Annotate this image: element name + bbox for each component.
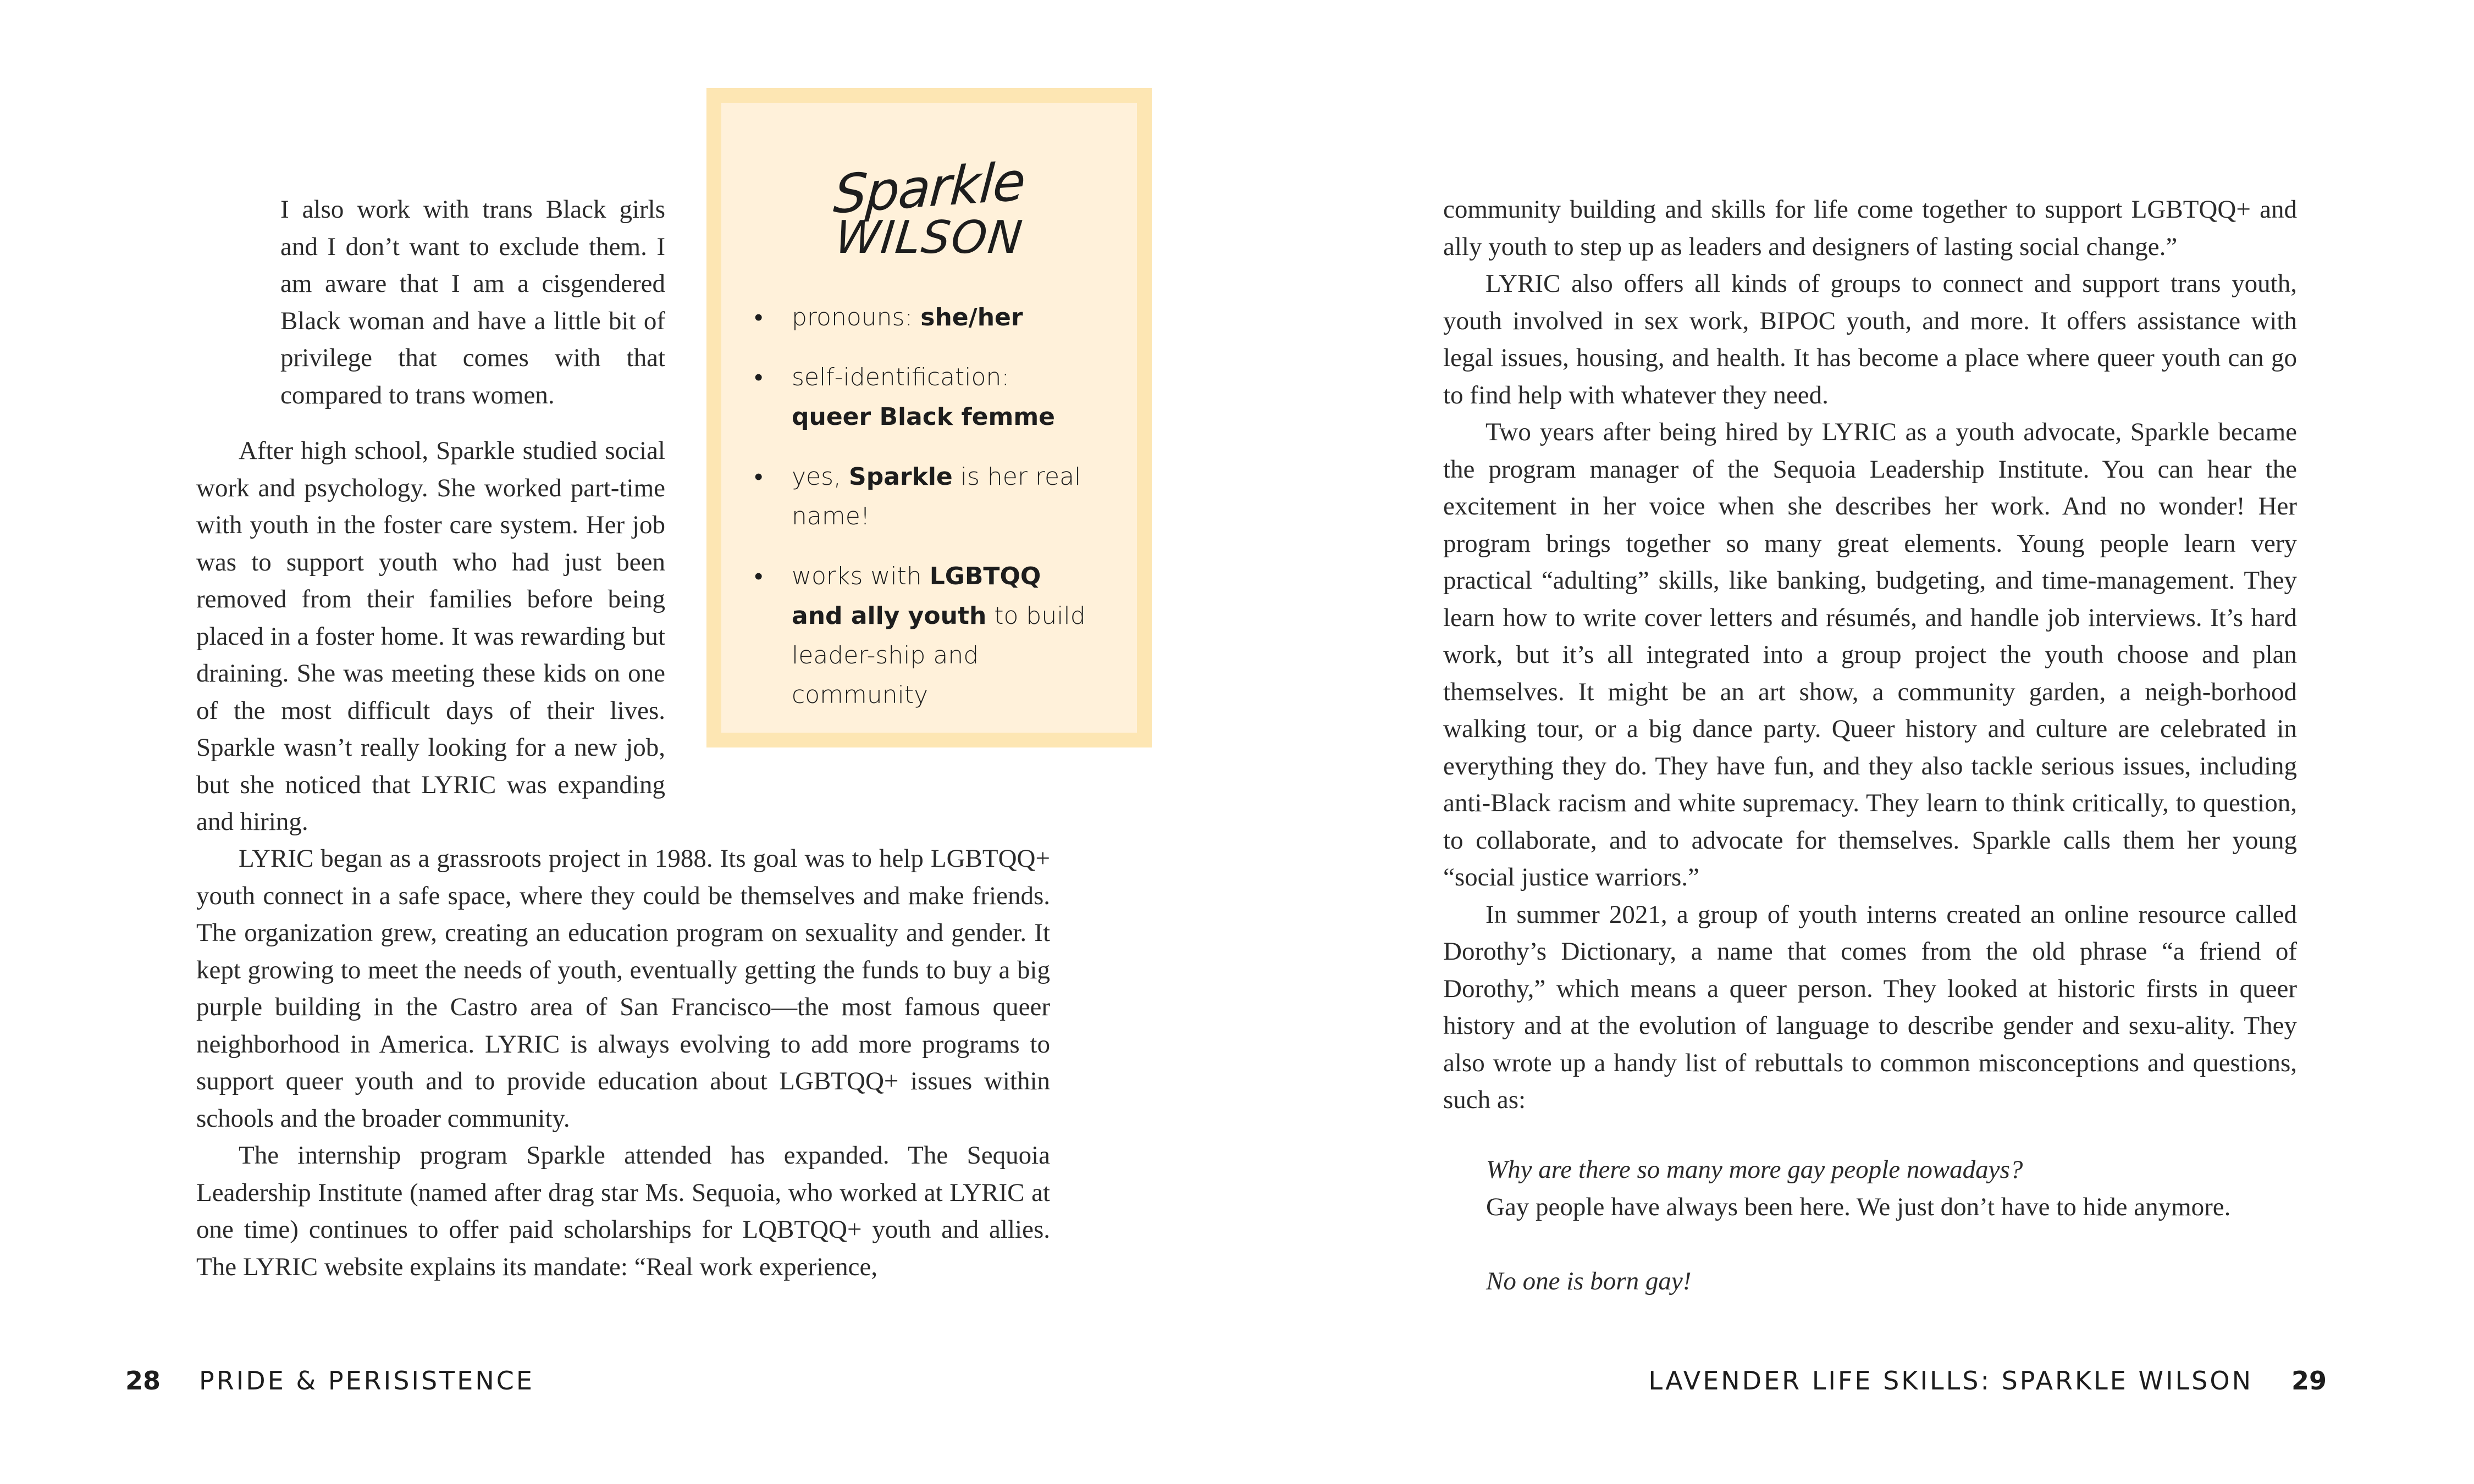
list-item-work (754, 557, 1095, 715)
bullet-icon: • (754, 363, 763, 391)
answer: Gay people have always been here. We just don’t have to hide anymore. (1486, 1192, 2231, 1221)
list-item-label: pronouns: (792, 303, 921, 331)
list-item-label: yes, (792, 463, 849, 491)
question: Why are there so many more gay people nowadays? (1486, 1155, 2023, 1184)
pull-quote (280, 191, 665, 414)
list-item-pronouns (754, 298, 1095, 337)
left-column-wide (196, 840, 1050, 1286)
list-item-label: self-identification: (792, 363, 1010, 391)
misconceptions-list (1486, 1151, 2300, 1300)
list-item-emphasis: Sparkle (849, 463, 953, 491)
right-page-footer (1649, 1366, 2327, 1396)
left-column-narrow (196, 433, 665, 841)
list-item-name (754, 457, 1095, 536)
question: No one is born gay! (1486, 1266, 1692, 1295)
bullet-icon: • (754, 562, 763, 590)
paragraph: LYRIC began as a grassroots project in 1988. Its goal was to help LGBTQQ+ youth connect in a safe space, where they could be themselves and make friends. The organization grew, creating an education program on sexuality and gender. It kept growing to meet the needs of youth, eventually getting the funds to buy a big purple building in the Castro area of San Francisco—the most famous queer neighborhood in America. LYRIC is always evolving to add more programs to support queer youth and to provide education about LGBTQQ+ issues within schools and the broader community. (196, 844, 1050, 1133)
list-item-identification (754, 358, 1095, 437)
paragraph: community building and skills for life come together to support LGBTQQ+ and ally youth to step up as leaders and designers of lasting social change.” (1443, 195, 2297, 261)
list-item-emphasis: she/her (920, 303, 1023, 331)
list-item-emphasis: queer Black femme (792, 403, 1056, 431)
list-item-emphasis: LGBTQQ and ally youth (792, 562, 1041, 630)
paragraph: In summer 2021, a group of youth interns created an online resource called Dorothy’s Dictionary, a name that comes from the old phrase “a friend of Dorothy,” which means a queer person. They looked at historic firsts in queer history and at the evolution of language to describe gender and sexu-ality. They also wrote up a handy list of rebuttals to common misconceptions and questions, such as: (1443, 900, 2297, 1114)
list-item-label: works with (792, 562, 930, 590)
profile-sidebar-card (706, 88, 1152, 747)
list-item-label: is her real name! (792, 463, 1081, 530)
bullet-icon: • (754, 463, 763, 491)
running-title: LAVENDER LIFE SKILLS: SPARKLE WILSON (1648, 1366, 2253, 1396)
left-page-footer (125, 1366, 534, 1396)
running-title: PRIDE & PERISISTENCE (199, 1366, 534, 1396)
bullet-icon: • (754, 303, 763, 331)
list-item-label: to build leader-ship and community (792, 602, 1086, 709)
paragraph: After high school, Sparkle studied social work and psychology. She worked part-time with youth in the foster care system. Her job was to support youth who had just been removed from their families before being placed in a foster home. It was rewarding but draining. She was meeting these kids on one of the most difficult days of their lives. Sparkle wasn’t really looking for a new job, but she noticed that LYRIC was expanding and hiring. (196, 436, 665, 836)
page-number: 28 (125, 1366, 161, 1396)
spacer (1486, 1226, 2300, 1263)
right-column (1443, 191, 2297, 1119)
paragraph: LYRIC also offers all kinds of groups to connect and support trans youth, youth involved in sex work, BIPOC youth, and more. It offers assistance with legal issues, housing, and health. It has become a place where queer youth can go to find help with whatever they need. (1443, 269, 2297, 409)
profile-card-inner (721, 103, 1137, 733)
paragraph: Two years after being hired by LYRIC as a youth advocate, Sparkle became the program manager of the Sequoia Leadership Institute. You can hear the excitement in her voice when she describes her work. And no wonder! Her program brings together so many great elements. Young people learn very practical “adulting” skills, like banking, budgeting, and time-management. They learn how to write cover letters and résumés, and handle job interviews. It’s hard work, but it’s all integrated into a group project the youth choose and plan themselves. It might be an art show, a community garden, a neigh-borhood walking tour, or a big dance party. Queer history and culture are celebrated in everything they do. They have fun, and they also tackle serious issues, including anti-Black racism and white supremacy. They learn to think critically, to question, to collaborate, and to advocate for themselves. Sparkle calls them her young “social justice warriors.” (1443, 418, 2297, 891)
title-last-name: WILSON (832, 212, 1026, 264)
page-number: 29 (2291, 1366, 2327, 1396)
paragraph: The internship program Sparkle attended has expanded. The Sequoia Leadership Institute (named after drag star Ms. Sequoia, who worked at LYRIC at one time) continues to offer paid scholarships for LQBTQQ+ youth and allies. The LYRIC website explains its mandate: “Real work experience, (196, 1141, 1050, 1281)
pull-quote-text: I also work with trans Black girls and I don’t want to exclude them. I am aware that I am a cisgendered Black woman and have a little bit of privilege that comes with that compared to trans women. (280, 195, 665, 409)
profile-card-title (721, 150, 1137, 264)
profile-facts-list (754, 298, 1095, 735)
title-first-name: Sparkle (831, 150, 1027, 226)
